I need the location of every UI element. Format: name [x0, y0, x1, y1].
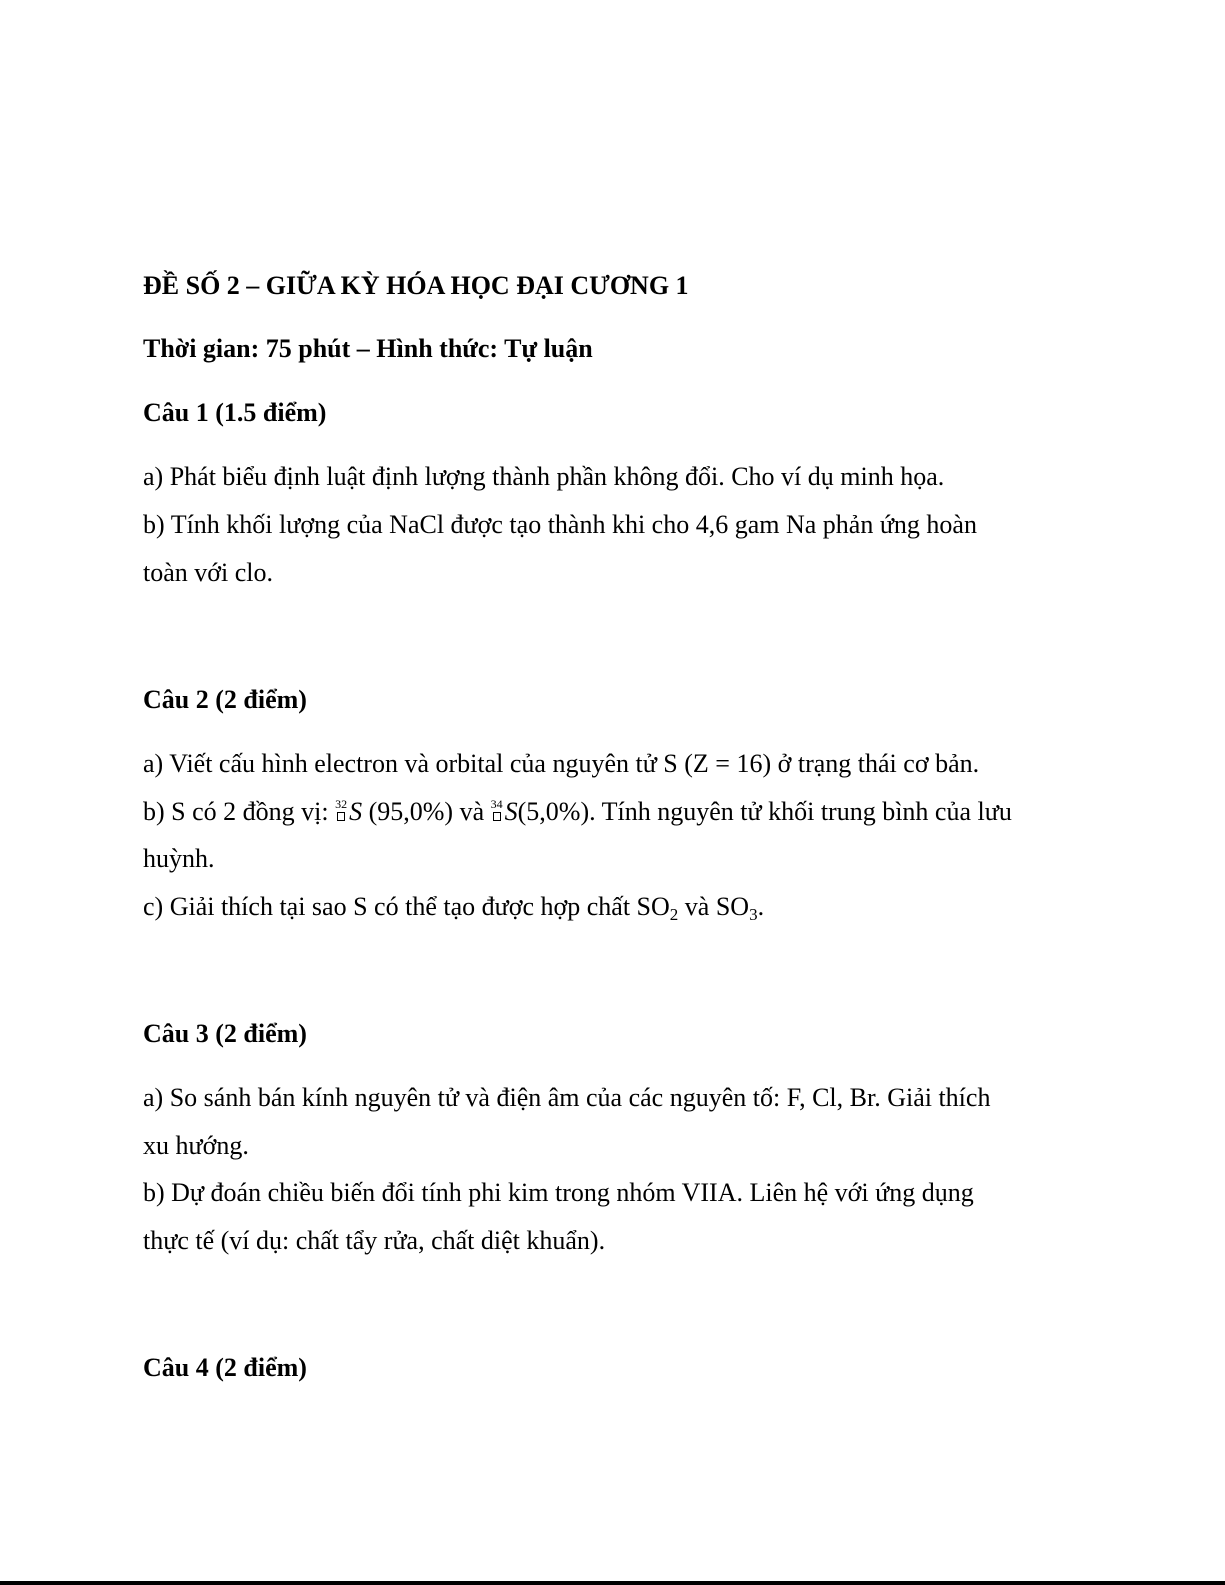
- isotope-mass-34: 34: [490, 797, 503, 811]
- question-4-heading: Câu 4 (2 điểm): [143, 1353, 307, 1382]
- question-3-part-a-line-2: xu hướng.: [143, 1131, 249, 1160]
- question-1-part-b-line-2: toàn với clo.: [143, 558, 273, 587]
- question-1-heading: Câu 1 (1.5 điểm): [143, 398, 327, 427]
- question-3-heading: Câu 3 (2 điểm): [143, 1019, 307, 1048]
- subscript-2: 2: [669, 905, 679, 924]
- isotope-mass-32: 32: [335, 797, 348, 811]
- exam-info: Thời gian: 75 phút – Hình thức: Tự luận: [143, 334, 593, 363]
- formula-text-mid: và SO: [678, 892, 750, 921]
- page-bottom-border: [0, 1581, 1225, 1585]
- question-3-part-b-line-1: b) Dự đoán chiều biến đổi tính phi kim trong nhóm VIIA. Liên hệ với ứng dụng: [143, 1178, 974, 1207]
- isotope-symbol-2: S: [504, 797, 518, 826]
- missing-glyph-box: [337, 812, 345, 821]
- question-2-heading: Câu 2 (2 điểm): [143, 685, 307, 714]
- question-1-part-a: a) Phát biểu định luật định lượng thành phần không đổi. Cho ví dụ minh họa.: [143, 462, 945, 491]
- isotope-notation-1: [335, 797, 349, 827]
- missing-glyph-box: [493, 812, 501, 821]
- exam-title: ĐỀ SỐ 2 – GIỮA KỲ HÓA HỌC ĐẠI CƯƠNG 1: [143, 271, 689, 300]
- subscript-3: 3: [749, 905, 758, 924]
- formula-text-suffix: .: [757, 892, 765, 921]
- isotope-text-mid: (95,0%) và: [362, 797, 491, 826]
- isotope-notation-2: [491, 797, 505, 827]
- isotope-text-prefix: b) S có 2 đồng vị:: [143, 797, 336, 826]
- isotope-text-suffix: (5,0%). Tính nguyên tử khối trung bình của lưu: [517, 797, 1012, 826]
- question-1-part-b-line-1: b) Tính khối lượng của NaCl được tạo thành khi cho 4,6 gam Na phản ứng hoàn: [143, 510, 977, 539]
- question-3-part-a-line-1: a) So sánh bán kính nguyên tử và điện âm của các nguyên tố: F, Cl, Br. Giải thích: [143, 1083, 991, 1112]
- question-3-part-b-line-2: thực tế (ví dụ: chất tẩy rửa, chất diệt khuẩn).: [143, 1226, 606, 1255]
- question-2-part-b-line-2: huỳnh.: [143, 844, 215, 873]
- question-2-part-a: a) Viết cấu hình electron và orbital của nguyên tử S (Z = 16) ở trạng thái cơ bản.: [143, 749, 980, 778]
- exam-page: [143, 0, 1103, 1585]
- question-2-part-b-line-1: [143, 797, 1012, 827]
- question-2-part-c: [143, 892, 764, 922]
- formula-text-prefix: c) Giải thích tại sao S có thể tạo được hợp chất SO: [143, 892, 670, 921]
- isotope-symbol-1: S: [349, 797, 363, 826]
